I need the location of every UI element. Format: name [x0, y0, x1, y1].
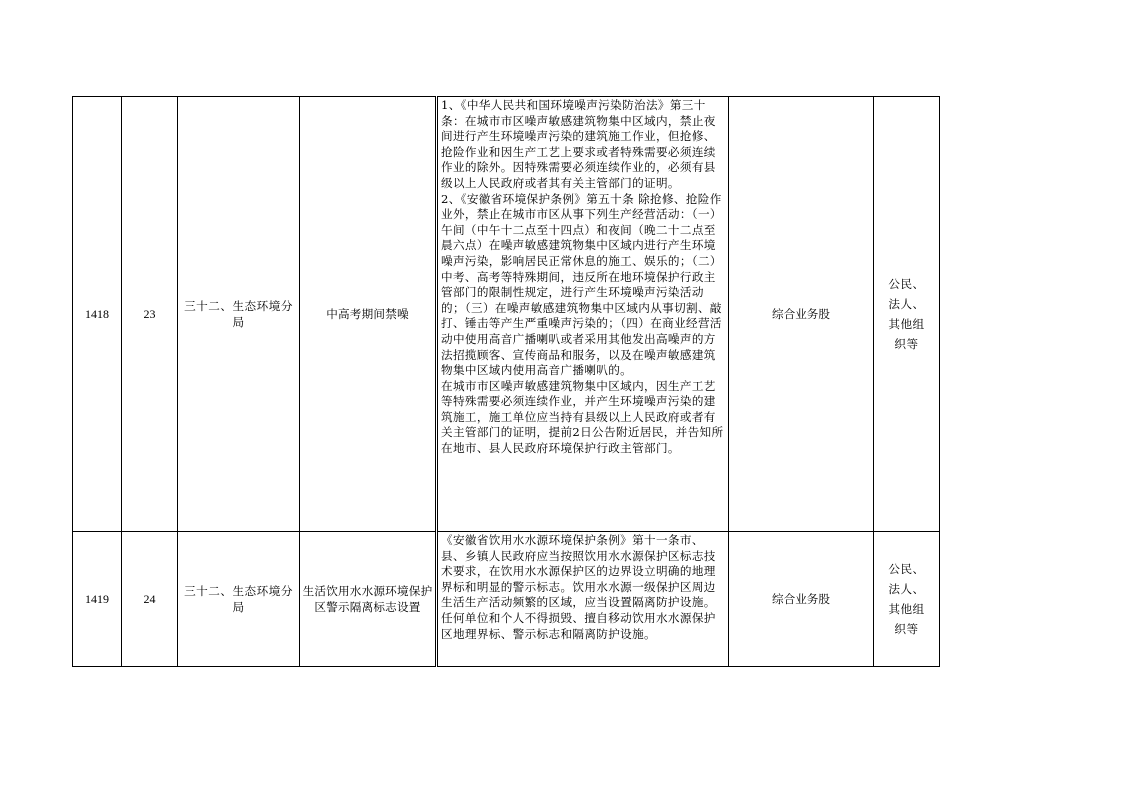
- sub-seq-cell: 23: [122, 97, 178, 532]
- seq-cell: 1418: [73, 97, 122, 532]
- department-cell: 三十二、生态环境分局: [178, 97, 300, 532]
- item-name-cell: 中高考期间禁噪: [300, 97, 437, 532]
- department-cell: 三十二、生态环境分局: [178, 532, 300, 667]
- data-table: [72, 96, 940, 667]
- office-cell: 综合业务股: [729, 97, 874, 532]
- legal-basis-text: 1、《中华人民共和国环境噪声污染防治法》第三十条：在城市市区噪声敏感建筑物集中区域内，禁止夜间进行产生环境噪声污染的建筑施工作业，但抢修、抢险作业和因生产工艺上要求或者特殊需要必须连续作业的除外。因特殊需要必须连续作业的，必须有县级以上人民政府或者其有关主管部门的证明。 2、《安徽省环境保护条例》第五十条 除抢修、抢险作业外，禁止在城市市区从事下列生产经营活动：（一）午间（中午十二点至十四点）和夜间（晚二十二点至晨六点）在噪声敏感建筑物集中区域内进行产生环境噪声污染，影响居民正常休息的施工、娱乐的；（二）中考、高考等特殊期间，违反所在地环境保护行政主管部门的限制性规定，进行产生环境噪声污染活动的；（三）在噪声敏感建筑物集中区域内从事切割、敲打、锤击等产生严重噪声污染的；（四）在商业经营活动中使用高音广播喇叭或者采用其他发出高噪声的方法招揽顾客、宣传商品和服务，以及在噪声敏感建筑物集中区域内使用高音广播喇叭的。 在城市市区噪声敏感建筑物集中区域内，因生产工艺等特殊需要必须连续作业，并产生环境噪声污染的建筑施工，施工单位应当持有县级以上人民政府或者有关主管部门的证明，提前2日公告附近居民，并告知所在地市、县人民政府环境保护行政主管部门。: [441, 98, 724, 456]
- seq-cell: 1419: [73, 532, 122, 667]
- legal-basis-cell: [437, 97, 729, 532]
- table-row: [73, 532, 940, 667]
- office-cell: 综合业务股: [729, 532, 874, 667]
- scope-cell: 公民、法人、其他组织等: [874, 532, 940, 667]
- legal-basis-text: 《安徽省饮用水水源环境保护条例》第十一条市、县、乡镇人民政府应当按照饮用水水源保护区标志技术要求，在饮用水水源保护区的边界设立明确的地理界标和明显的警示标志。饮用水水源一级保护区周边生活生产活动频繁的区域，应当设置隔离防护设施。任何单位和个人不得损毁、擅自移动饮用水水源保护区地理界标、警示标志和隔离防护设施。: [441, 533, 716, 641]
- legal-basis-cell: [437, 532, 729, 667]
- sub-seq-cell: 24: [122, 532, 178, 667]
- item-name-cell: 生活饮用水水源环境保护区警示隔离标志设置: [300, 532, 437, 667]
- table-row: [73, 97, 940, 532]
- scope-cell: 公民、法人、其他组织等: [874, 97, 940, 532]
